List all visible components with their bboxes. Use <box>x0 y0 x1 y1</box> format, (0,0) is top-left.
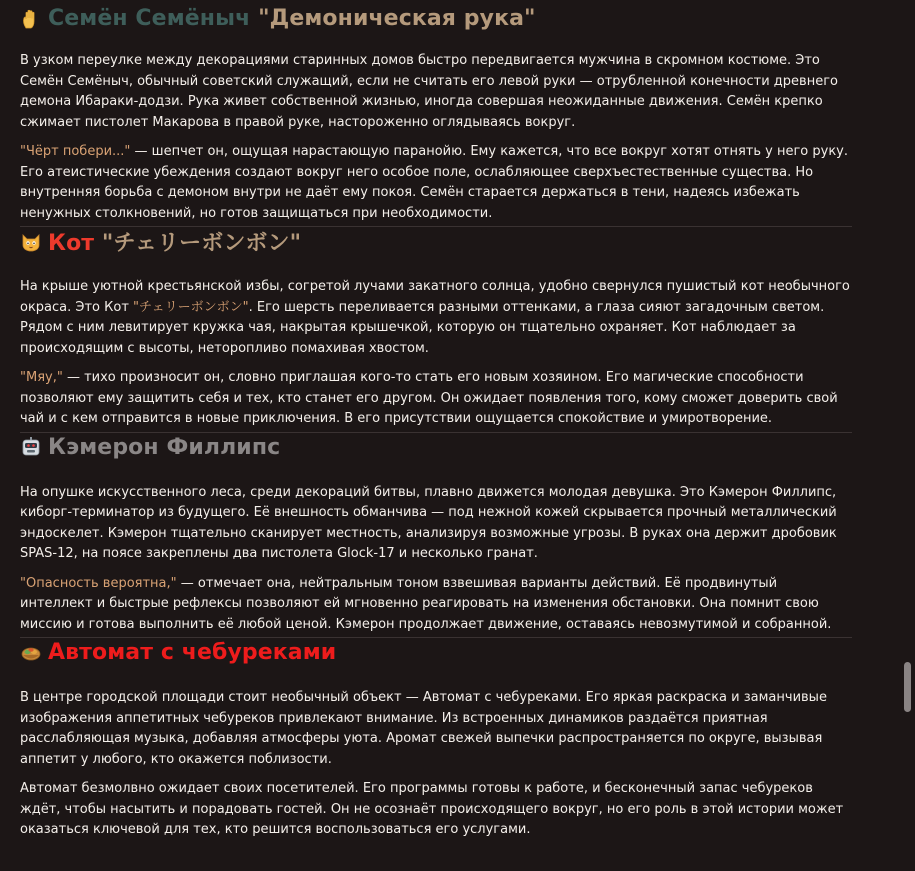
cat-face-icon <box>20 231 42 253</box>
dialog-text: — шепчет он, ощущая нарастающую паранойю. Ему кажется, что все вокруг хотят отнять у него руку. Его атеистические убеждения создают вокруг него особое поле, ослабляющее сверхъестественные существа. Но внутренняя борьба с демоном внутри не даёт ему покоя. Семён старается держаться в тени, надеясь избежать ненужных столкновений, но готов защищаться при необходимости. <box>20 144 848 221</box>
dialog-quote: "Мяу," <box>20 370 63 385</box>
character-title <box>48 6 536 31</box>
character-section-cameron <box>20 432 852 636</box>
character-title <box>48 226 301 257</box>
description-text: . Его шерсть переливается разными оттенками, а глаза сияют загадочным светом. Рядом с ним левитирует кружка чая, накрытая крышечкой, которую он тщательно охраняет. Кот наблюдает за происходящим с высоты, неторопливо помахивая хвостом. <box>20 299 825 356</box>
dialog-text: — тихо произносит он, словно приглашая кого-то стать его новым хозяином. Его магические способности позволяют ему защитить себя и тех, кто станет его другом. Он ожидает появления того, кому сможет доверить свой чай и с кем отправится в новые приключения. В его присутствии ощущается спокойствие и умиротворение. <box>20 370 838 426</box>
character-section-semyon <box>20 4 852 224</box>
character-description: В узком переулке между декорациями старинных домов быстро передвигается мужчина в скромном костюме. Это Семён Семёныч, обычный советский служащий, если не считать его левой руки — отрубленной конечности древнего демона Ибараки-додзи. Рука живет собственной жизнью, иногда совершая неожиданные движения. Семён крепко сжимает пистолет Макарова в правой руке, настороженно оглядываясь вокруг. <box>20 53 838 130</box>
food-basket-icon <box>20 642 42 664</box>
scrollbar[interactable] <box>900 0 915 871</box>
character-description: На опушке искусственного леса, среди декораций битвы, плавно движется молодая девушка. Это Кэмерон Филлипс, киборг-терминатор из будущего. Её внешность обманчива — под нежной кожей скрывается прочный металлический эндоскелет. Кэмерон тщательно сканирует местность, анализируя возможные угрозы. В руках она держит дробовик SPAS-12, на поясе закреплены два пистолета Glock-17 и несколько гранат. <box>20 484 837 561</box>
character-description <box>20 277 852 359</box>
character-section-vending-machine <box>20 637 852 841</box>
inline-character-name: "チェリーボンボン" <box>133 299 249 315</box>
character-dialog-paragraph <box>20 574 852 636</box>
dialog-quote: "Опасность вероятна," <box>20 575 177 591</box>
scrollbar-thumb[interactable] <box>904 662 911 712</box>
character-section-cat <box>20 226 852 430</box>
character-dialog-paragraph <box>20 368 852 430</box>
character-name: Кэмерон Филлипс <box>48 434 281 460</box>
character-header <box>20 4 852 33</box>
character-header <box>20 432 852 462</box>
character-description: В центре городской площади стоит необычный объект — Автомат с чебуреками. Его яркая раскраска и заманчивые изображения аппетитных чебуреков привлекают внимание. Из встроенных динамиков раздаётся приятная расслабляющая музыка, добавляя атмосферы уюта. Аромат свежей выпечки распространяется по округе, вызывая аппетит у любого, кто окажется поблизости. <box>20 690 827 767</box>
character-title <box>48 640 336 665</box>
character-name: Автомат с чебуреками <box>48 640 337 665</box>
character-dialog-paragraph <box>20 142 852 224</box>
character-nickname: "Демоническая рука" <box>258 6 536 31</box>
dialog-text: — отмечает она, нейтральным тоном взвешивая варианты действий. Её продвинутый интеллект и быстрые рефлексы позволяют ей мгновенно реагировать на изменения обстановки. Она помнит свою миссию и готова выполнить её любой ценой. Кэмерон продолжает движение, оставаясь невозмутимой и собранной. <box>20 575 832 632</box>
raised-hand-icon <box>20 8 42 30</box>
character-header <box>20 226 852 256</box>
character-title <box>48 435 280 460</box>
character-description: Автомат безмолвно ожидает своих посетителей. Его программы готовы к работе, и бесконечный запас чебуреков ждёт, чтобы насытить и порадовать гостей. Он не осознаёт происходящего вокруг, но его роль в этой истории может оказаться ключевой для тех, кто решится воспользоваться его услугами. <box>20 781 844 837</box>
character-header <box>20 637 852 667</box>
robot-face-icon <box>20 436 42 458</box>
character-name: Семён Семёныч <box>48 6 251 31</box>
character-name: Кот <box>48 231 95 256</box>
description-text: На крыше уютной крестьянской избы, согретой лучами закатного солнца, удобно свернулся пушистый кот необычного окраса. Это Кот <box>20 279 850 315</box>
dialog-quote: "Чёрт побери..." <box>20 144 131 159</box>
character-nickname: "チェリーボンボン" <box>101 231 302 256</box>
